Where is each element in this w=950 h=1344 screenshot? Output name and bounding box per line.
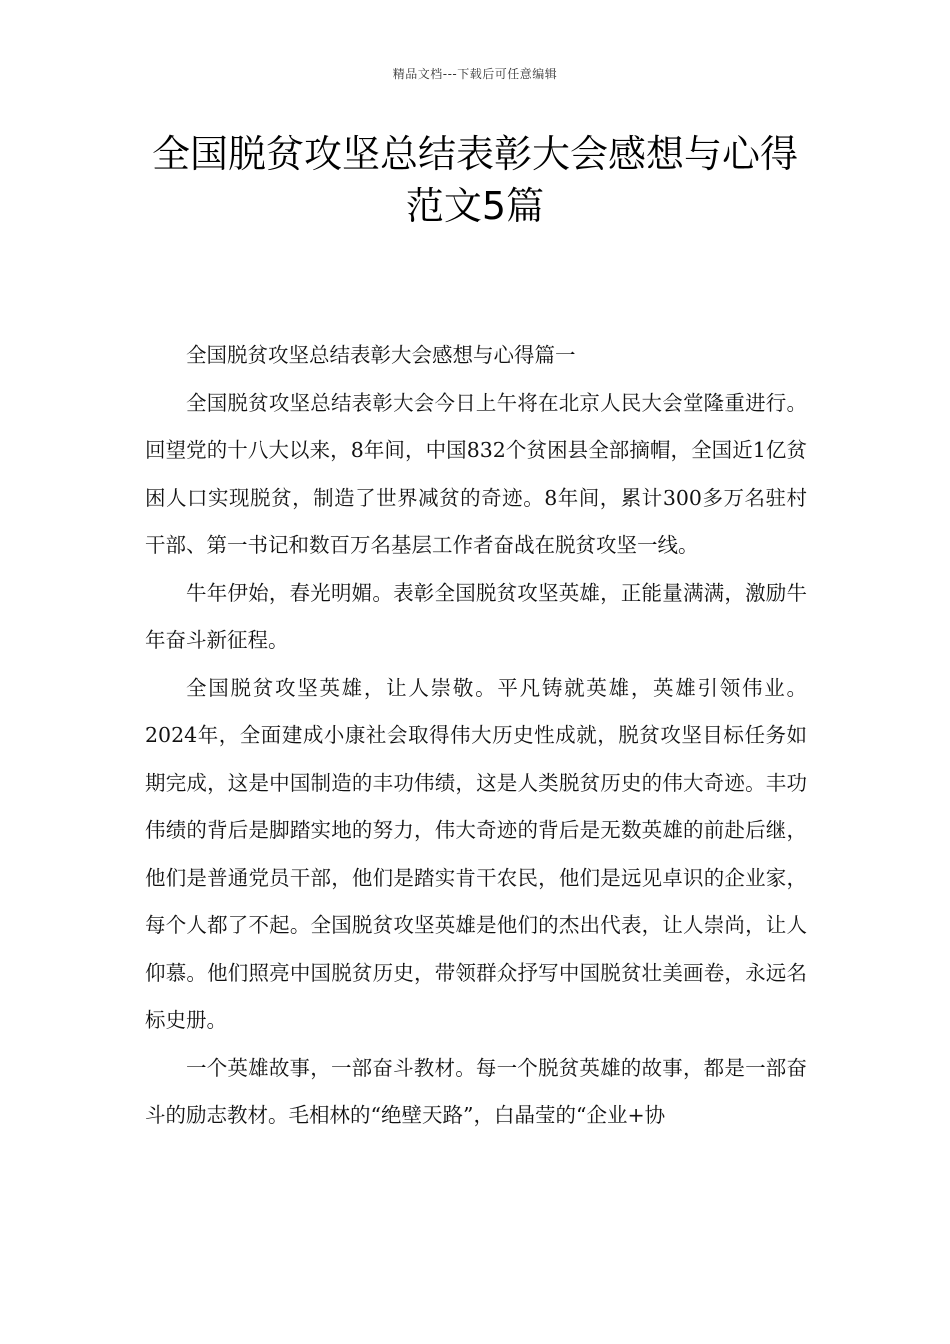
body-paragraph: 一个英雄故事，一部奋斗教材。每一个脱贫英雄的故事，都是一部奋斗的励志教材。毛相林的“绝壁天路”，白晶莹的“企业+协	[145, 1055, 807, 1127]
body-paragraph: 全国脱贫攻坚英雄，让人崇敬。平凡铸就英雄，英雄引领伟业。2024年，全面建成小康社会取得伟大历史性成就，脱贫攻坚目标任务如期完成，这是中国制造的丰功伟绩，这是人类脱贫历史的伟大奇迹。丰功伟绩的背后是脚踏实地的努力，伟大奇迹的背后是无数英雄的前赴后继，他们是普通党员干部，他们是踏实肯干农民，他们是远见卓识的企业家，每个人都了不起。全国脱贫攻坚英雄是他们的杰出代表，让人崇尚，让人仰慕。他们照亮中国脱贫历史，带领群众抒写中国脱贫壮美画卷，永远名标史册。	[145, 675, 807, 1032]
section-heading: 全国脱贫攻坚总结表彰大会感想与心得篇一	[186, 343, 576, 367]
page-header: 精品文档---下载后可任意编辑	[392, 67, 558, 81]
body-paragraph: 牛年伊始，春光明媚。表彰全国脱贫攻坚英雄，正能量满满，激励牛年奋斗新征程。	[145, 580, 807, 652]
title-line-2: 范文5篇	[405, 184, 545, 228]
document-body	[145, 332, 807, 1140]
title-line-1: 全国脱贫攻坚总结表彰大会感想与心得	[151, 132, 798, 176]
document-title	[120, 128, 830, 232]
body-paragraph: 全国脱贫攻坚总结表彰大会今日上午将在北京人民大会堂隆重进行。回望党的十八大以来，8年间，中国832个贫困县全部摘帽，全国近1亿贫困人口实现脱贫，制造了世界减贫的奇迹。8年间，累计300多万名驻村干部、第一书记和数百万名基层工作者奋战在脱贫攻坚一线。	[145, 390, 807, 557]
